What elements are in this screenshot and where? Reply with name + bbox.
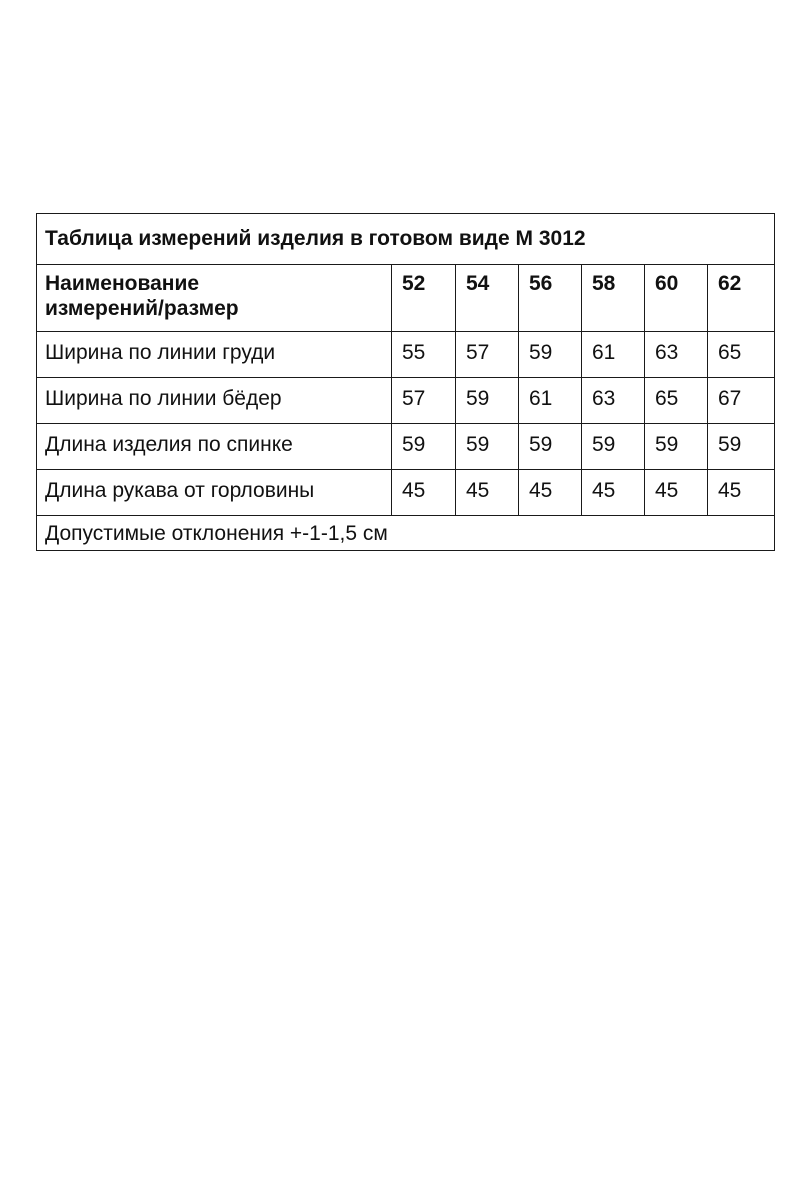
size-header: 52 xyxy=(392,265,456,332)
measurement-value: 45 xyxy=(519,470,582,516)
measurement-label: Ширина по линии груди xyxy=(37,332,392,378)
title-row xyxy=(37,214,775,265)
header-label-line1: Наименование xyxy=(45,272,200,295)
header-label xyxy=(37,265,392,332)
table-row xyxy=(37,424,775,470)
measurement-value: 67 xyxy=(708,378,775,424)
measurement-value: 59 xyxy=(645,424,708,470)
tolerance-note: Допустимые отклонения +-1-1,5 см xyxy=(37,516,775,551)
measurement-value: 45 xyxy=(392,470,456,516)
measurement-label: Ширина по линии бёдер xyxy=(37,378,392,424)
size-header: 58 xyxy=(582,265,645,332)
measurement-value: 45 xyxy=(708,470,775,516)
measurement-value: 59 xyxy=(392,424,456,470)
measurement-value: 45 xyxy=(645,470,708,516)
table-row xyxy=(37,378,775,424)
size-chart-table xyxy=(36,213,775,551)
note-row xyxy=(37,516,775,551)
measurement-value: 61 xyxy=(519,378,582,424)
measurement-value: 59 xyxy=(519,424,582,470)
measurement-value: 57 xyxy=(456,332,519,378)
size-header: 60 xyxy=(645,265,708,332)
size-header: 62 xyxy=(708,265,775,332)
table-title: Таблица измерений изделия в готовом виде М 3012 xyxy=(37,214,775,265)
measurement-value: 63 xyxy=(645,332,708,378)
measurement-value: 59 xyxy=(519,332,582,378)
measurement-value: 45 xyxy=(582,470,645,516)
table-row xyxy=(37,332,775,378)
measurement-label: Длина рукава от горловины xyxy=(37,470,392,516)
measurement-value: 59 xyxy=(708,424,775,470)
measurement-value: 65 xyxy=(645,378,708,424)
measurement-label: Длина изделия по спинке xyxy=(37,424,392,470)
measurement-value: 65 xyxy=(708,332,775,378)
measurement-value: 57 xyxy=(392,378,456,424)
size-header: 54 xyxy=(456,265,519,332)
measurement-value: 45 xyxy=(456,470,519,516)
header-label-line2: измерений/размер xyxy=(45,297,239,320)
measurement-value: 59 xyxy=(456,378,519,424)
measurement-value: 59 xyxy=(456,424,519,470)
measurement-value: 63 xyxy=(582,378,645,424)
table-row xyxy=(37,470,775,516)
header-row xyxy=(37,265,775,332)
measurement-value: 59 xyxy=(582,424,645,470)
measurement-value: 55 xyxy=(392,332,456,378)
size-header: 56 xyxy=(519,265,582,332)
measurement-value: 61 xyxy=(582,332,645,378)
